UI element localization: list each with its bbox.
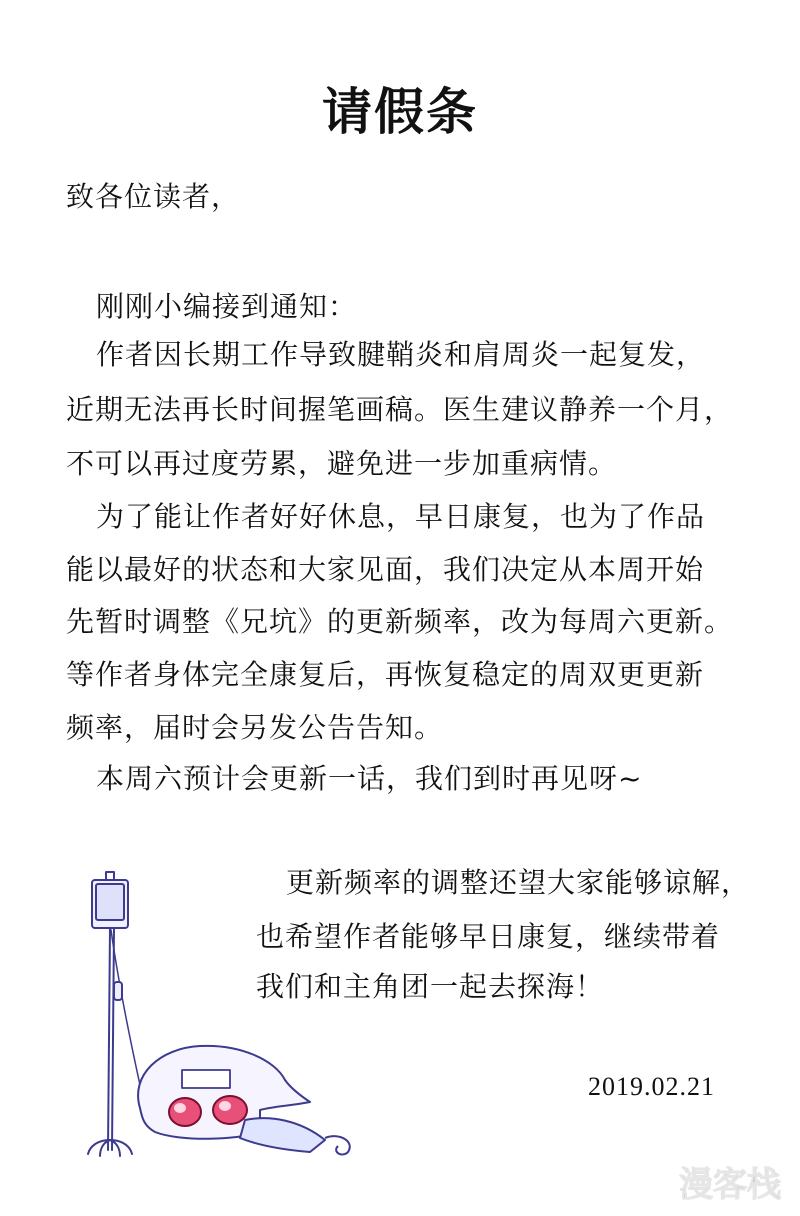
closing-line: 也希望作者能够早日康复，继续带着	[256, 920, 721, 953]
paragraph-line: 能以最好的状态和大家见面，我们决定从本周开始	[66, 553, 705, 586]
paragraph-line: 等作者身体完全康复后，再恢复稳定的周双更更新	[66, 658, 705, 691]
salutation: 致各位读者，	[66, 180, 241, 213]
svg-text:漫客栈: 漫客栈	[679, 1165, 781, 1205]
notice-date: 2019.02.21	[588, 1072, 715, 1101]
notice-title: 请假条	[322, 83, 478, 141]
paragraph-line: 不可以再过度劳累，避免进一步加重病情。	[66, 447, 618, 480]
paragraph-line: 作者因长期工作导致腱鞘炎和肩周炎一起复发，	[96, 338, 706, 371]
manke-logo-watermark	[668, 1160, 792, 1206]
sick-character-illustration	[70, 870, 370, 1160]
closing-line: 我们和主角团一起去探海！	[256, 970, 605, 1003]
paragraph-line: 频率，届时会另发公告告知。	[66, 711, 444, 744]
paragraph-line: 为了能让作者好好休息，早日康复，也为了作品	[96, 500, 706, 533]
paragraph-line: 本周六预计会更新一话，我们到时再见呀~	[96, 762, 643, 795]
paragraph-line: 先暂时调整《兄坑》的更新频率，改为每周六更新。	[66, 605, 734, 638]
closing-line: 更新频率的调整还望大家能够谅解，	[286, 866, 751, 899]
paragraph-line: 近期无法再长时间握笔画稿。医生建议静养一个月，	[66, 393, 734, 426]
paragraph-line: 刚刚小编接到通知：	[96, 290, 358, 323]
